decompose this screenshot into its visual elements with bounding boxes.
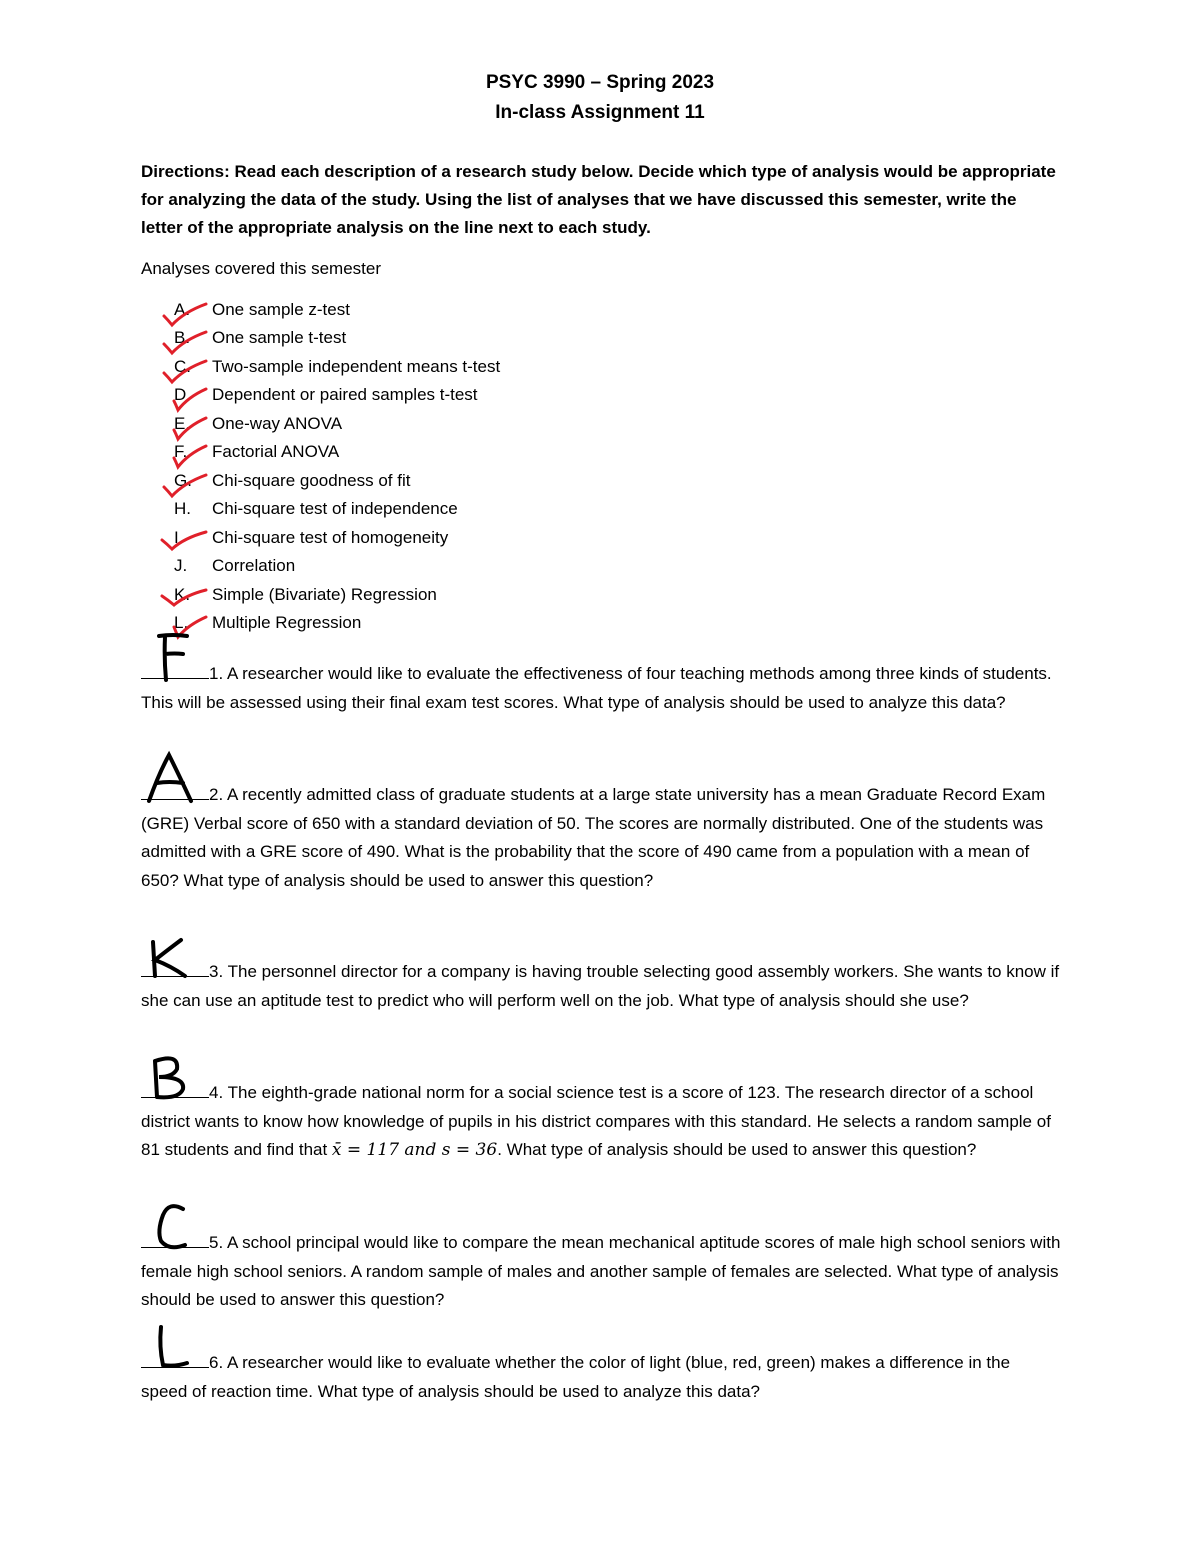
analysis-label: One-way ANOVA [212,414,343,433]
check-mark-icon [160,530,210,556]
question-text: A researcher would like to evaluate whether the color of light (blue, red, green) makes a difference in the speed of reaction time. What type of analysis should be used to analyze this data? [141,1353,1011,1401]
question-number: 4. [209,1083,224,1102]
analysis-letter: B. [174,328,191,347]
answer-blank[interactable] [141,1225,209,1248]
course-title: PSYC 3990 – Spring 2023 [485,72,715,93]
analysis-label: Dependent or paired samples t-test [212,385,478,404]
math-expression: x̄ = 117 and s = 36 [331,1140,498,1160]
question-text: A recently admitted class of graduate students at a large state university has a mean Graduate Record Exam (GRE) Verbal score of 650 with a standard deviation of 50. The scores are normally distributed. One of the students was admitted with a GRE score of 490. What is the probability that the score of 490 came from a population with a mean of 650? What type of analysis should be used to answer this question? [141,785,1046,890]
analysis-item [0,585,700,613]
answer-blank[interactable] [141,1075,209,1098]
check-mark-icon [160,444,210,470]
directions-text: Directions: Read each description of a research study below. Decide which type of analysis would be appropriate for analyzing the data of the study. Using the list of analyses that we have discussed this semester, write the letter of the appropriate analysis on the line next to each study. [141,162,1056,237]
question-number: 5. [209,1233,224,1252]
question-text: A researcher would like to evaluate the effectiveness of four teaching methods among three kinds of students. This will be assessed using their final exam test scores. What type of analysis should be used to analyze this data? [141,664,1052,712]
analysis-item [0,528,700,556]
question-text: The personnel director for a company is having trouble selecting good assembly workers. She wants to know if she can use an aptitude test to predict who will perform well on the job. What type of analysis should she use? [141,962,1060,1010]
analysis-item [0,499,700,527]
question-number: 6. [209,1353,224,1372]
analysis-label: Factorial ANOVA [212,442,340,461]
answer-blank[interactable] [141,954,209,977]
analysis-item [0,556,700,584]
analysis-letter: J. [174,556,188,575]
analysis-letter: K. [174,585,191,604]
question-text-part: The eighth-grade national norm for a social science test is a score of 123. The research director of a school district wants to know how knowledge of pupils in his district compares with this standard. He selects a random sample of 81 students and find that [141,1083,1051,1159]
question-text: A school principal would like to compare the mean mechanical aptitude scores of male high school seniors with female high school seniors. A random sample of males and another sample of females are selected. What type of analysis should be used to answer this question? [141,1233,1061,1309]
check-mark-icon [160,330,210,356]
analysis-letter: C. [174,357,191,376]
check-mark-icon [160,359,210,385]
analysis-label: Correlation [212,556,296,575]
handwritten-answer-b [145,1051,193,1101]
question-number: 1. [209,664,224,683]
analysis-letter: A. [174,300,191,319]
handwritten-answer-k [145,930,193,980]
analysis-item [0,357,700,385]
analysis-label: Chi-square test of independence [212,499,458,518]
analysis-item [0,442,700,470]
question-3 [141,954,1061,1015]
analysis-label: Multiple Regression [212,613,362,632]
analysis-letter: E. [174,414,191,433]
analysis-item [0,414,700,442]
analysis-label: Chi-square goodness of fit [212,471,411,490]
check-mark-icon [160,587,210,613]
handwritten-answer-c [145,1201,193,1251]
question-6 [141,1345,1061,1406]
analysis-label: One sample z-test [212,300,350,319]
assignment-title: In-class Assignment 11 [495,102,705,123]
check-mark-icon [160,416,210,442]
analysis-item [0,300,700,328]
question-number: 3. [209,962,224,981]
analyses-heading: Analyses covered this semester [141,259,381,278]
analysis-letter: D. [174,385,191,404]
handwritten-answer-l [145,1321,193,1371]
question-number: 2. [209,785,224,804]
analysis-item [0,385,700,413]
analysis-letter: I. [174,528,184,547]
analysis-letter: L. [174,613,189,632]
question-1 [141,656,1061,717]
question-5 [141,1225,1061,1315]
analysis-item [0,328,700,356]
analysis-letter: G. [174,471,192,490]
check-mark-icon [160,302,210,328]
answer-blank[interactable] [141,1345,209,1368]
handwritten-answer-a [145,753,193,803]
check-mark-icon [160,473,210,499]
handwritten-answer-f [145,632,193,682]
analysis-letter: H. [174,499,191,518]
analysis-letter: F. [174,442,188,461]
answer-blank[interactable] [141,656,209,679]
question-4 [141,1075,1061,1165]
question-text-part: . What type of analysis should be used to answer this question? [497,1140,977,1159]
analysis-label: One sample t-test [212,328,347,347]
analysis-item [0,471,700,499]
analysis-label: Simple (Bivariate) Regression [212,585,437,604]
analysis-label: Chi-square test of homogeneity [212,528,449,547]
check-mark-icon [160,387,210,413]
analysis-item [0,613,700,641]
answer-blank[interactable] [141,777,209,800]
question-2 [141,777,1061,895]
analysis-label: Two-sample independent means t-test [212,357,501,376]
